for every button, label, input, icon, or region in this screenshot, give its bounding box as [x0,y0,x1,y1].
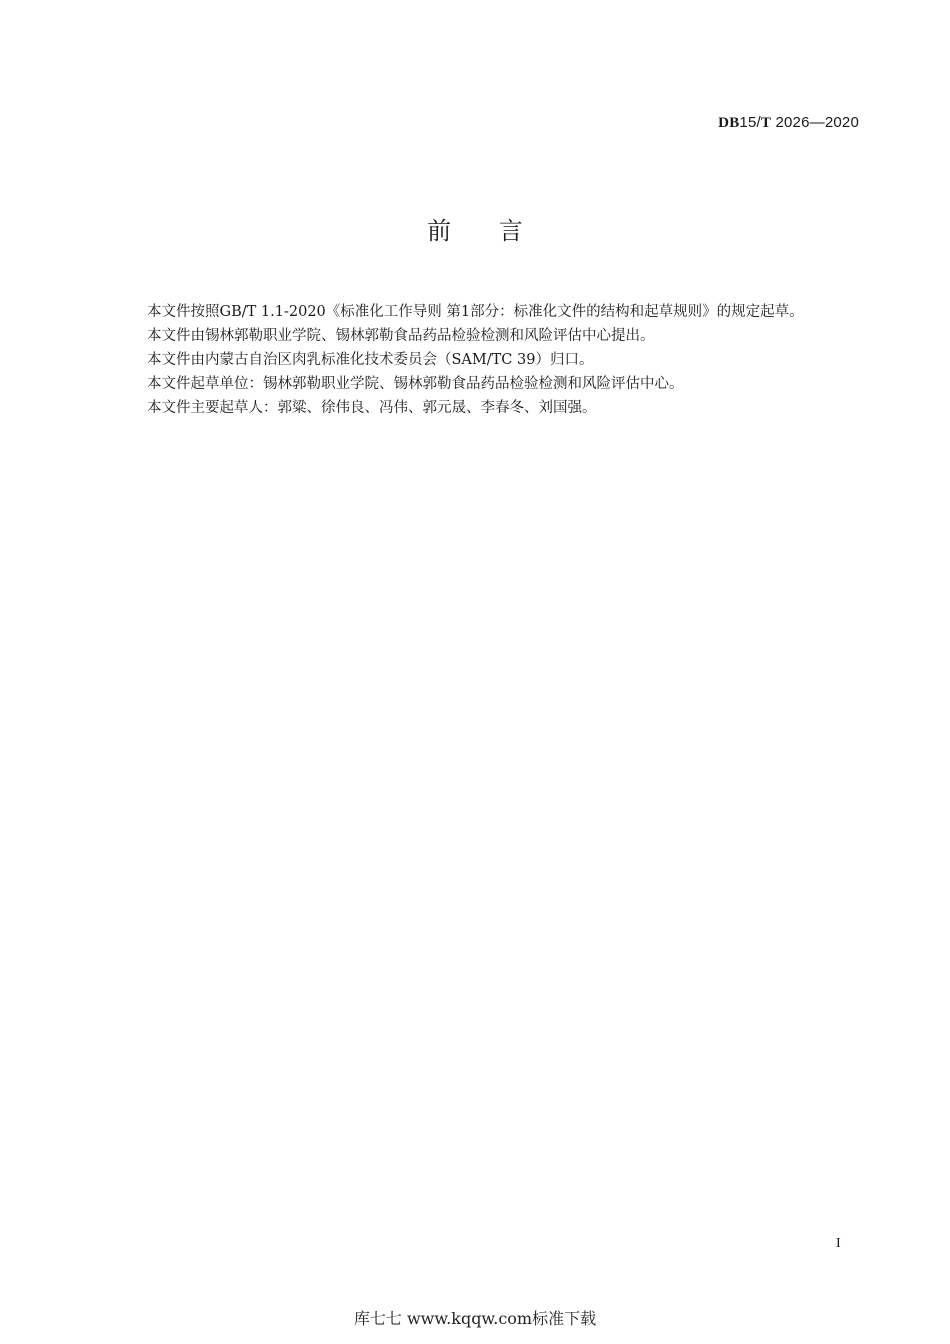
document-code [718,114,859,132]
paragraph-drafting-rules: 本文件按照GB/T 1.1-2020《标准化工作导则 第1部分：标准化文件的结构和起草规则》的规定起草。 [147,304,804,320]
preface-body [114,300,860,420]
paragraph-drafting-units: 本文件起草单位：锡林郭勒职业学院、锡林郭勒食品药品检验检测和风险评估中心。 [147,376,684,392]
paragraph-proposer: 本文件由锡林郭勒职业学院、锡林郭勒食品药品检验检测和风险评估中心提出。 [147,328,655,344]
paragraph-drafters: 本文件主要起草人：郭粱、徐伟良、冯伟、郭元晟、李春冬、刘国强。 [147,400,597,416]
document-code-t: T [760,115,772,131]
preface-title: 前 言 [427,217,543,245]
document-code-number: 15/ [739,114,761,131]
footer-watermark: 库七七 www.kqqw.com标准下载 [353,1309,597,1328]
document-code-year: 2026—2020 [771,114,859,131]
document-code-prefix: DB [718,115,740,131]
page-number: I [836,1236,841,1251]
paragraph-technical-committee: 本文件由内蒙古自治区肉乳标准化技术委员会（SAM/TC 39）归口。 [147,352,594,368]
